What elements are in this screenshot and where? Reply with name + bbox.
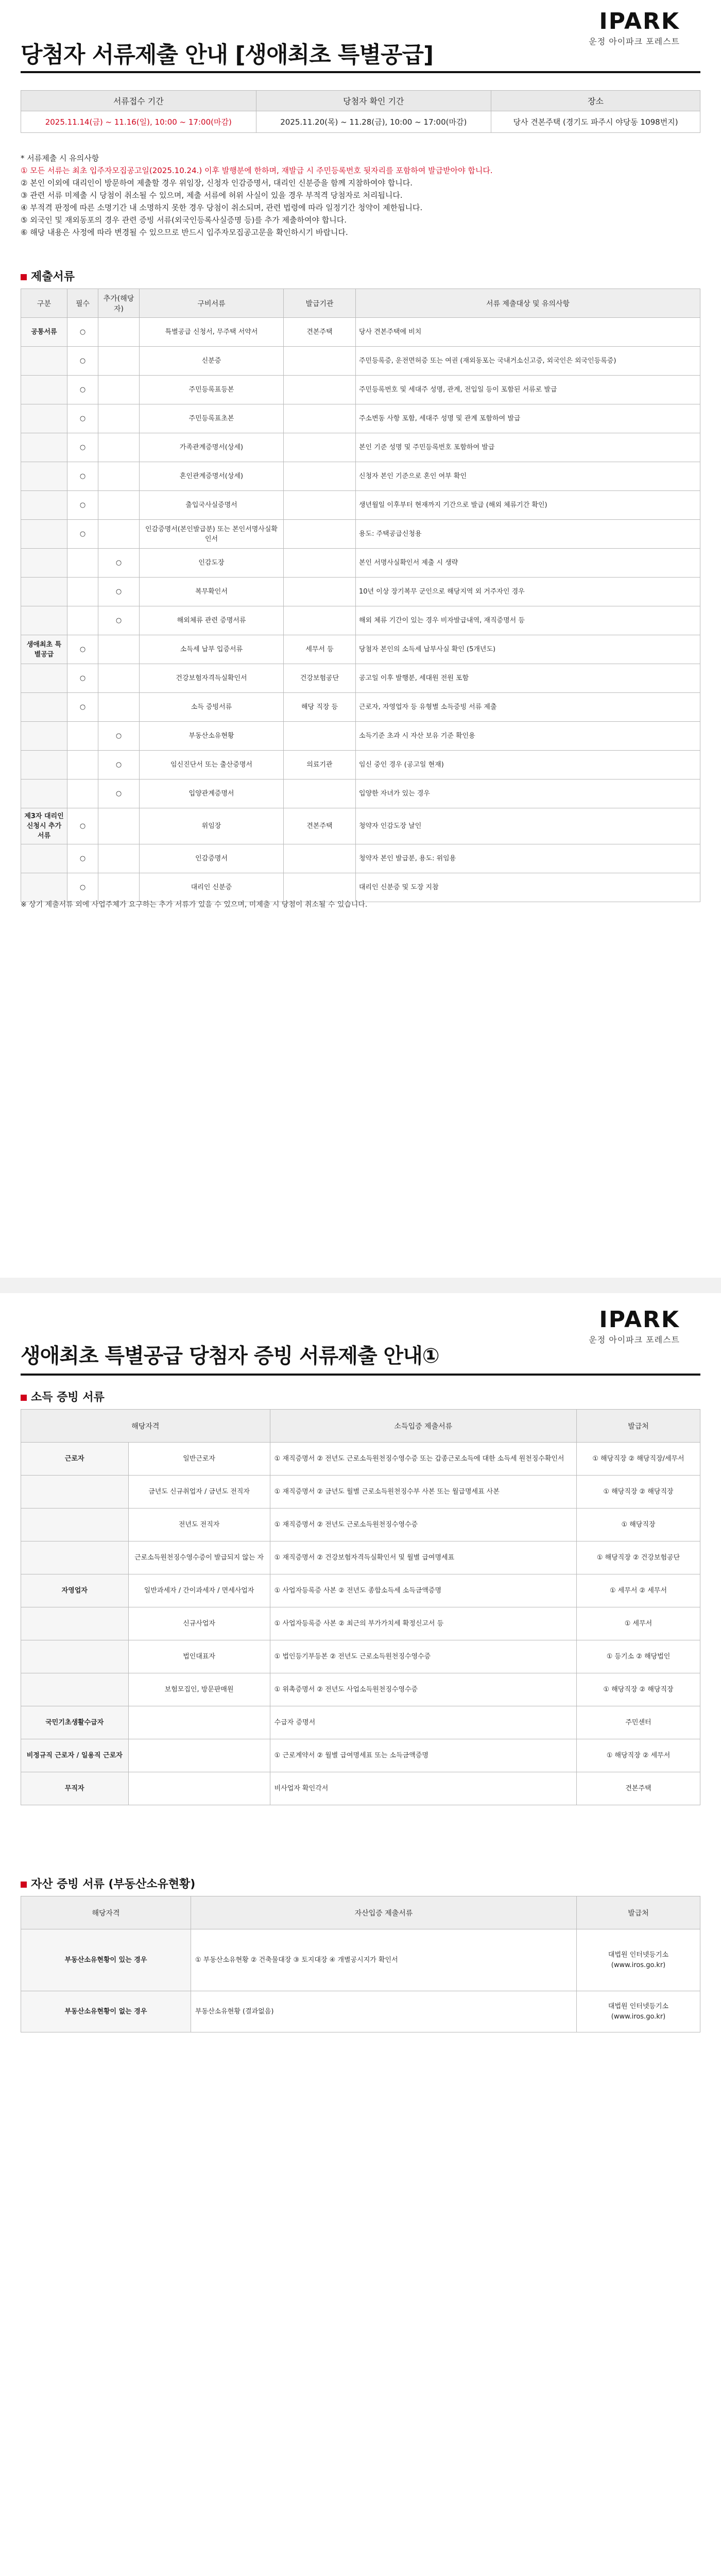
req-required [67,549,98,578]
req-note: 임신 중인 경우 (공고일 현재) [356,751,700,779]
req-required: ○ [67,433,98,462]
req-note: 대리인 신분증 및 도장 지참 [356,873,700,902]
doc-org: ① 해당직장 ② 세무서 [577,1739,700,1772]
doc-org: 주민센터 [577,1706,700,1739]
req-issuer [284,376,356,404]
req-issuer [284,606,356,635]
doc-org: ① 해당직장 ② 해당직장 [577,1673,700,1706]
req-header: 서류 제출대상 및 유의사항 [356,289,700,318]
doc-text: 부동산소유현황 (결과없음) [191,1991,577,2032]
req-additional [98,873,140,902]
req-row [21,751,700,779]
note-line: ③ 관련 서류 미제출 시 당첨이 취소될 수 있으며, 제출 서류에 허위 사실이 있을 경우 부적격 당첨자로 처리됩니다. [21,191,403,200]
req-additional [98,808,140,844]
req-required [67,722,98,751]
doc-text: ① 부동산소유현황 ② 건축물대장 ③ 토지대장 ④ 개별공시지가 확인서 [191,1929,577,1991]
req-additional [98,462,140,491]
req-note: 당사 견본주택에 비치 [356,318,700,347]
section-heading-text: 자산 증빙 서류 (부동산소유현황) [31,1878,196,1891]
doc-org: ① 해당직장 ② 건강보험공단 [577,1541,700,1574]
req-note: 해외 체류 기간이 있는 경우 비자발급내역, 재직증명서 등 [356,606,700,635]
note-line: ① 모든 서류는 최초 입주자모집공고일(2025.10.24.) 이후 발행분에 한하며, 재발급 시 주민등록번호 뒷자리를 포함하여 발급받아야 합니다. [21,166,493,175]
req-document: 건강보험자격득실확인서 [140,664,284,693]
brand-logo-text: IPARK [599,8,680,35]
req-issuer: 의료기관 [284,751,356,779]
doc-text: 수급자 증명서 [270,1706,576,1739]
schedule-header: 당첨자 확인 기간 [256,91,491,111]
doc-header: 해당자격 [21,1896,191,1929]
doc-kind: 전년도 전직자 [128,1509,270,1541]
req-additional [98,635,140,664]
doc-row [21,1509,700,1541]
doc-row [21,1706,700,1739]
bullet-icon [21,274,27,280]
doc-header: 소득입증 제출서류 [270,1410,576,1443]
req-group [21,549,67,578]
doc-text: ① 사업자등록증 사본 ② 전년도 종합소득세 소득금액증명 [270,1574,576,1607]
req-group [21,751,67,779]
req-issuer [284,520,356,549]
req-group [21,664,67,693]
doc-kind: 부동산소유현황이 있는 경우 [21,1929,191,1991]
req-note: 청약자 본인 발급분, 용도: 위임용 [356,844,700,873]
doc-group [21,1607,129,1640]
req-required: ○ [67,635,98,664]
req-required: ○ [67,376,98,404]
req-issuer: 건강보험공단 [284,664,356,693]
section-heading [21,268,75,284]
req-document: 인감증명서 [140,844,284,873]
req-additional: ○ [98,606,140,635]
asset-doc-table [21,1896,700,2032]
doc-text: 비사업자 확인각서 [270,1772,576,1805]
doc-kind: 일반근로자 [128,1443,270,1476]
brand-logo-text: IPARK [599,1307,680,1333]
req-note: 본인 기준 성명 및 주민등록번호 포함하여 발급 [356,433,700,462]
req-row [21,844,700,873]
doc-group [21,1640,129,1673]
title-rule-2 [21,1374,700,1376]
doc-row [21,1673,700,1706]
req-note: 청약자 인감도장 날인 [356,808,700,844]
req-additional [98,376,140,404]
req-required [67,606,98,635]
brand-sub: 운정 아이파크 포레스트 [589,37,680,46]
req-note: 주민등록번호 및 세대주 성명, 관계, 전입일 등이 포함된 서류로 발급 [356,376,700,404]
req-required: ○ [67,491,98,520]
doc-kind: 일반과세자 / 간이과세자 / 면세사업자 [128,1574,270,1607]
req-group [21,578,67,606]
req-issuer [284,433,356,462]
req-note: 입양한 자녀가 있는 경우 [356,779,700,808]
doc-kind [128,1772,270,1805]
req-row [21,433,700,462]
req-document: 임신진단서 또는 출산증명서 [140,751,284,779]
doc-row [21,1574,700,1607]
req-additional [98,844,140,873]
req-note: 본인 서명사실확인서 제출 시 생략 [356,549,700,578]
doc-org: ① 해당직장 ② 해당직장 [577,1476,700,1509]
req-additional: ○ [98,549,140,578]
req-required: ○ [67,462,98,491]
brand-sub: 운정 아이파크 포레스트 [589,1335,680,1345]
doc-text: ① 재직증명서 ② 전년도 근로소득원천징수영수증 또는 갑종근로소득에 대한 소득세 원천징수확인서 [270,1443,576,1476]
doc-kind: 금년도 신규취업자 / 금년도 전직자 [128,1476,270,1509]
doc-kind: 법인대표자 [128,1640,270,1673]
req-note: 10년 이상 장기복무 군인으로 해당지역 외 거주자인 경우 [356,578,700,606]
doc-row [21,1640,700,1673]
req-document: 소득세 납부 입증서류 [140,635,284,664]
req-issuer: 견본주택 [284,808,356,844]
section-heading-text: 제출서류 [31,270,75,283]
doc-text: ① 근로계약서 ② 월별 급여명세표 또는 소득금액증명 [270,1739,576,1772]
section-heading [21,1388,105,1404]
req-required: ○ [67,404,98,433]
req-required: ○ [67,808,98,844]
req-row [21,664,700,693]
req-additional: ○ [98,578,140,606]
req-required: ○ [67,318,98,347]
req-header: 구비서류 [140,289,284,318]
req-row [21,606,700,635]
bullet-icon [21,1882,27,1888]
req-document: 인감도장 [140,549,284,578]
doc-header: 해당자격 [21,1410,270,1443]
req-footnote: ※ 상기 제출서류 외에 사업주체가 요구하는 추가 서류가 있을 수 있으며, 미제출 시 당첨이 취소될 수 있습니다. [21,901,368,909]
doc-group: 국민기초생활수급자 [21,1706,129,1739]
req-required: ○ [67,347,98,376]
req-note: 주민등록증, 운전면허증 또는 여권 (재외동포는 국내거소신고증, 외국인은 외국인등록증) [356,347,700,376]
req-group: 생애최초 특별공급 [21,635,67,664]
req-issuer [284,462,356,491]
brand-logo-1 [589,10,680,47]
req-issuer [284,347,356,376]
title-rule-1 [21,71,700,73]
req-additional [98,520,140,549]
req-issuer: 해당 직장 등 [284,693,356,722]
note-line: ⑥ 해당 내용은 사정에 따라 변경될 수 있으므로 반드시 입주자모집공고문을 확인하시기 바랍니다. [21,228,348,237]
req-group [21,779,67,808]
req-row [21,693,700,722]
req-row [21,873,700,902]
req-issuer [284,578,356,606]
req-row [21,779,700,808]
requirements-table [21,289,700,902]
req-additional [98,693,140,722]
doc-org: ① 해당직장 [577,1509,700,1541]
req-required: ○ [67,693,98,722]
page-title-1: 당첨자 서류제출 안내 [생애최초 특별공급] [21,42,434,68]
doc-org: ① 해당직장 ② 해당직장/세무서 [577,1443,700,1476]
req-document: 해외체류 관련 증명서류 [140,606,284,635]
req-document: 인감증명서(본인발급분) 또는 본인서명사실확인서 [140,520,284,549]
req-note: 근로자, 자영업자 등 유형별 소득증빙 서류 제출 [356,693,700,722]
req-note: 주소변동 사항 포함, 세대주 성명 및 관계 포함하여 발급 [356,404,700,433]
req-document: 복무확인서 [140,578,284,606]
doc-group [21,1541,129,1574]
req-note: 공고일 이후 발행분, 세대원 전원 포함 [356,664,700,693]
req-additional [98,318,140,347]
note-line: ② 본인 이외에 대리인이 방문하여 제출할 경우 위임장, 신청자 인감증명서, 대리인 신분증을 함께 지참하여야 합니다. [21,178,413,188]
req-row [21,635,700,664]
req-document: 소득 증빙서류 [140,693,284,722]
note-line: * 서류제출 시 유의사항 [21,154,99,163]
req-header: 추가(해당자) [98,289,140,318]
req-header: 발급기관 [284,289,356,318]
req-additional: ○ [98,779,140,808]
req-required: ○ [67,664,98,693]
doc-group [21,1476,129,1509]
req-issuer [284,491,356,520]
req-issuer [284,779,356,808]
req-group [21,347,67,376]
req-note: 용도: 주택공급신청용 [356,520,700,549]
req-required: ○ [67,873,98,902]
req-document: 부동산소유현황 [140,722,284,751]
req-group: 제3자 대리인 신청시 추가서류 [21,808,67,844]
doc-org: ① 세무서 [577,1607,700,1640]
doc-org: ① 세무서 ② 세무서 [577,1574,700,1607]
req-row [21,347,700,376]
note-line: ⑤ 외국인 및 재외동포의 경우 관련 증빙 서류(외국인등록사실증명 등)를 추가 제출하여야 합니다. [21,215,347,225]
req-row [21,520,700,549]
req-group [21,606,67,635]
req-additional [98,404,140,433]
req-group [21,404,67,433]
doc-group [21,1673,129,1706]
req-note: 생년월일 이후부터 현재까지 기간으로 발급 (해외 체류기간 확인) [356,491,700,520]
req-row [21,491,700,520]
note-line: ④ 부적격 판정에 따른 소명기간 내 소명하지 못한 경우 당첨이 취소되며, 관련 법령에 따라 일정기간 청약이 제한됩니다. [21,203,423,212]
req-required: ○ [67,844,98,873]
req-group [21,491,67,520]
req-required: ○ [67,520,98,549]
req-note: 신청자 본인 기준으로 혼인 여부 확인 [356,462,700,491]
req-issuer [284,873,356,902]
doc-kind [128,1706,270,1739]
doc-text: ① 재직증명서 ② 건강보험자격득실확인서 및 월별 급여명세표 [270,1541,576,1574]
doc-row [21,1739,700,1772]
req-additional: ○ [98,722,140,751]
schedule-cell: 당사 견본주택 (경기도 파주시 야당동 1098번지) [491,111,700,133]
doc-group [21,1509,129,1541]
doc-org: 대법원 인터넷등기소 (www.iros.go.kr) [577,1991,700,2032]
req-issuer: 세무서 등 [284,635,356,664]
schedule-header: 서류접수 기간 [21,91,256,111]
doc-header: 발급처 [577,1896,700,1929]
doc-row [21,1476,700,1509]
bullet-icon [21,1395,27,1401]
req-row [21,808,700,844]
req-document: 가족관계증명서(상세) [140,433,284,462]
schedule-header: 장소 [491,91,700,111]
section-heading [21,1875,195,1891]
brand-logo-2 [589,1309,680,1345]
schedule-cell: 2025.11.14(금) ~ 11.16(일), 10:00 ~ 17:00(마감) [21,111,256,133]
req-additional [98,664,140,693]
doc-group: 근로자 [21,1443,129,1476]
req-row [21,578,700,606]
doc-group: 비정규직 근로자 / 일용직 근로자 [21,1739,129,1772]
doc-text: ① 법인등기부등본 ② 전년도 근로소득원천징수영수증 [270,1640,576,1673]
doc-text: ① 위촉증명서 ② 전년도 사업소득원천징수영수증 [270,1673,576,1706]
req-document: 특별공급 신청서, 무주택 서약서 [140,318,284,347]
doc-kind: 부동산소유현황이 없는 경우 [21,1991,191,2032]
doc-kind: 보험모집인, 방문판매원 [128,1673,270,1706]
req-group [21,844,67,873]
req-group [21,433,67,462]
doc-header: 발급처 [577,1410,700,1443]
req-row [21,722,700,751]
req-issuer [284,549,356,578]
req-row [21,318,700,347]
req-group [21,722,67,751]
req-header: 필수 [67,289,98,318]
req-issuer: 견본주택 [284,318,356,347]
doc-kind [128,1739,270,1772]
req-document: 입양관계증명서 [140,779,284,808]
schedule-table [21,90,700,133]
req-required [67,578,98,606]
doc-row [21,1443,700,1476]
section-heading-text: 소득 증빙 서류 [31,1391,105,1404]
req-row [21,549,700,578]
req-note: 소득기준 초과 시 자산 보유 기준 확인용 [356,722,700,751]
doc-row [21,1541,700,1574]
req-group [21,462,67,491]
doc-text: ① 사업자등록증 사본 ② 최근의 부가가치세 확정신고서 등 [270,1607,576,1640]
req-note: 당첨자 본인의 소득세 납부사실 확인 (5개년도) [356,635,700,664]
doc-org: 견본주택 [577,1772,700,1805]
doc-org: 대법원 인터넷등기소 (www.iros.go.kr) [577,1929,700,1991]
notes-block [21,152,700,239]
req-document: 혼인관계증명서(상세) [140,462,284,491]
req-document: 대리인 신분증 [140,873,284,902]
req-required [67,751,98,779]
req-document: 주민등록표초본 [140,404,284,433]
req-additional: ○ [98,751,140,779]
req-document: 주민등록표등본 [140,376,284,404]
req-header: 구분 [21,289,67,318]
req-additional [98,433,140,462]
req-issuer [284,722,356,751]
req-row [21,404,700,433]
req-group [21,376,67,404]
doc-kind: 근로소득원천징수영수증이 발급되지 않는 자 [128,1541,270,1574]
doc-text: ① 재직증명서 ② 전년도 근로소득원천징수영수증 [270,1509,576,1541]
doc-row [21,1607,700,1640]
schedule-cell: 2025.11.20(목) ~ 11.28(금), 10:00 ~ 17:00(마감) [256,111,491,133]
doc-header: 자산입증 제출서류 [191,1896,577,1929]
doc-group: 무직자 [21,1772,129,1805]
doc-group: 자영업자 [21,1574,129,1607]
req-additional [98,491,140,520]
req-row [21,462,700,491]
req-required [67,779,98,808]
income-doc-table [21,1409,700,1805]
doc-row [21,1772,700,1805]
doc-org: ① 등기소 ② 해당법인 [577,1640,700,1673]
req-group [21,693,67,722]
req-row [21,376,700,404]
doc-kind: 신규사업자 [128,1607,270,1640]
req-group: 공통서류 [21,318,67,347]
req-document: 출입국사실증명서 [140,491,284,520]
req-group [21,873,67,902]
req-issuer [284,844,356,873]
req-group [21,520,67,549]
doc-text: ① 재직증명서 ② 금년도 월별 근로소득원천징수부 사본 또는 월급명세표 사본 [270,1476,576,1509]
req-additional [98,347,140,376]
req-issuer [284,404,356,433]
req-document: 위임장 [140,808,284,844]
req-document: 신분증 [140,347,284,376]
page-title-2: 생애최초 특별공급 당첨자 증빙 서류제출 안내① [21,1344,439,1368]
